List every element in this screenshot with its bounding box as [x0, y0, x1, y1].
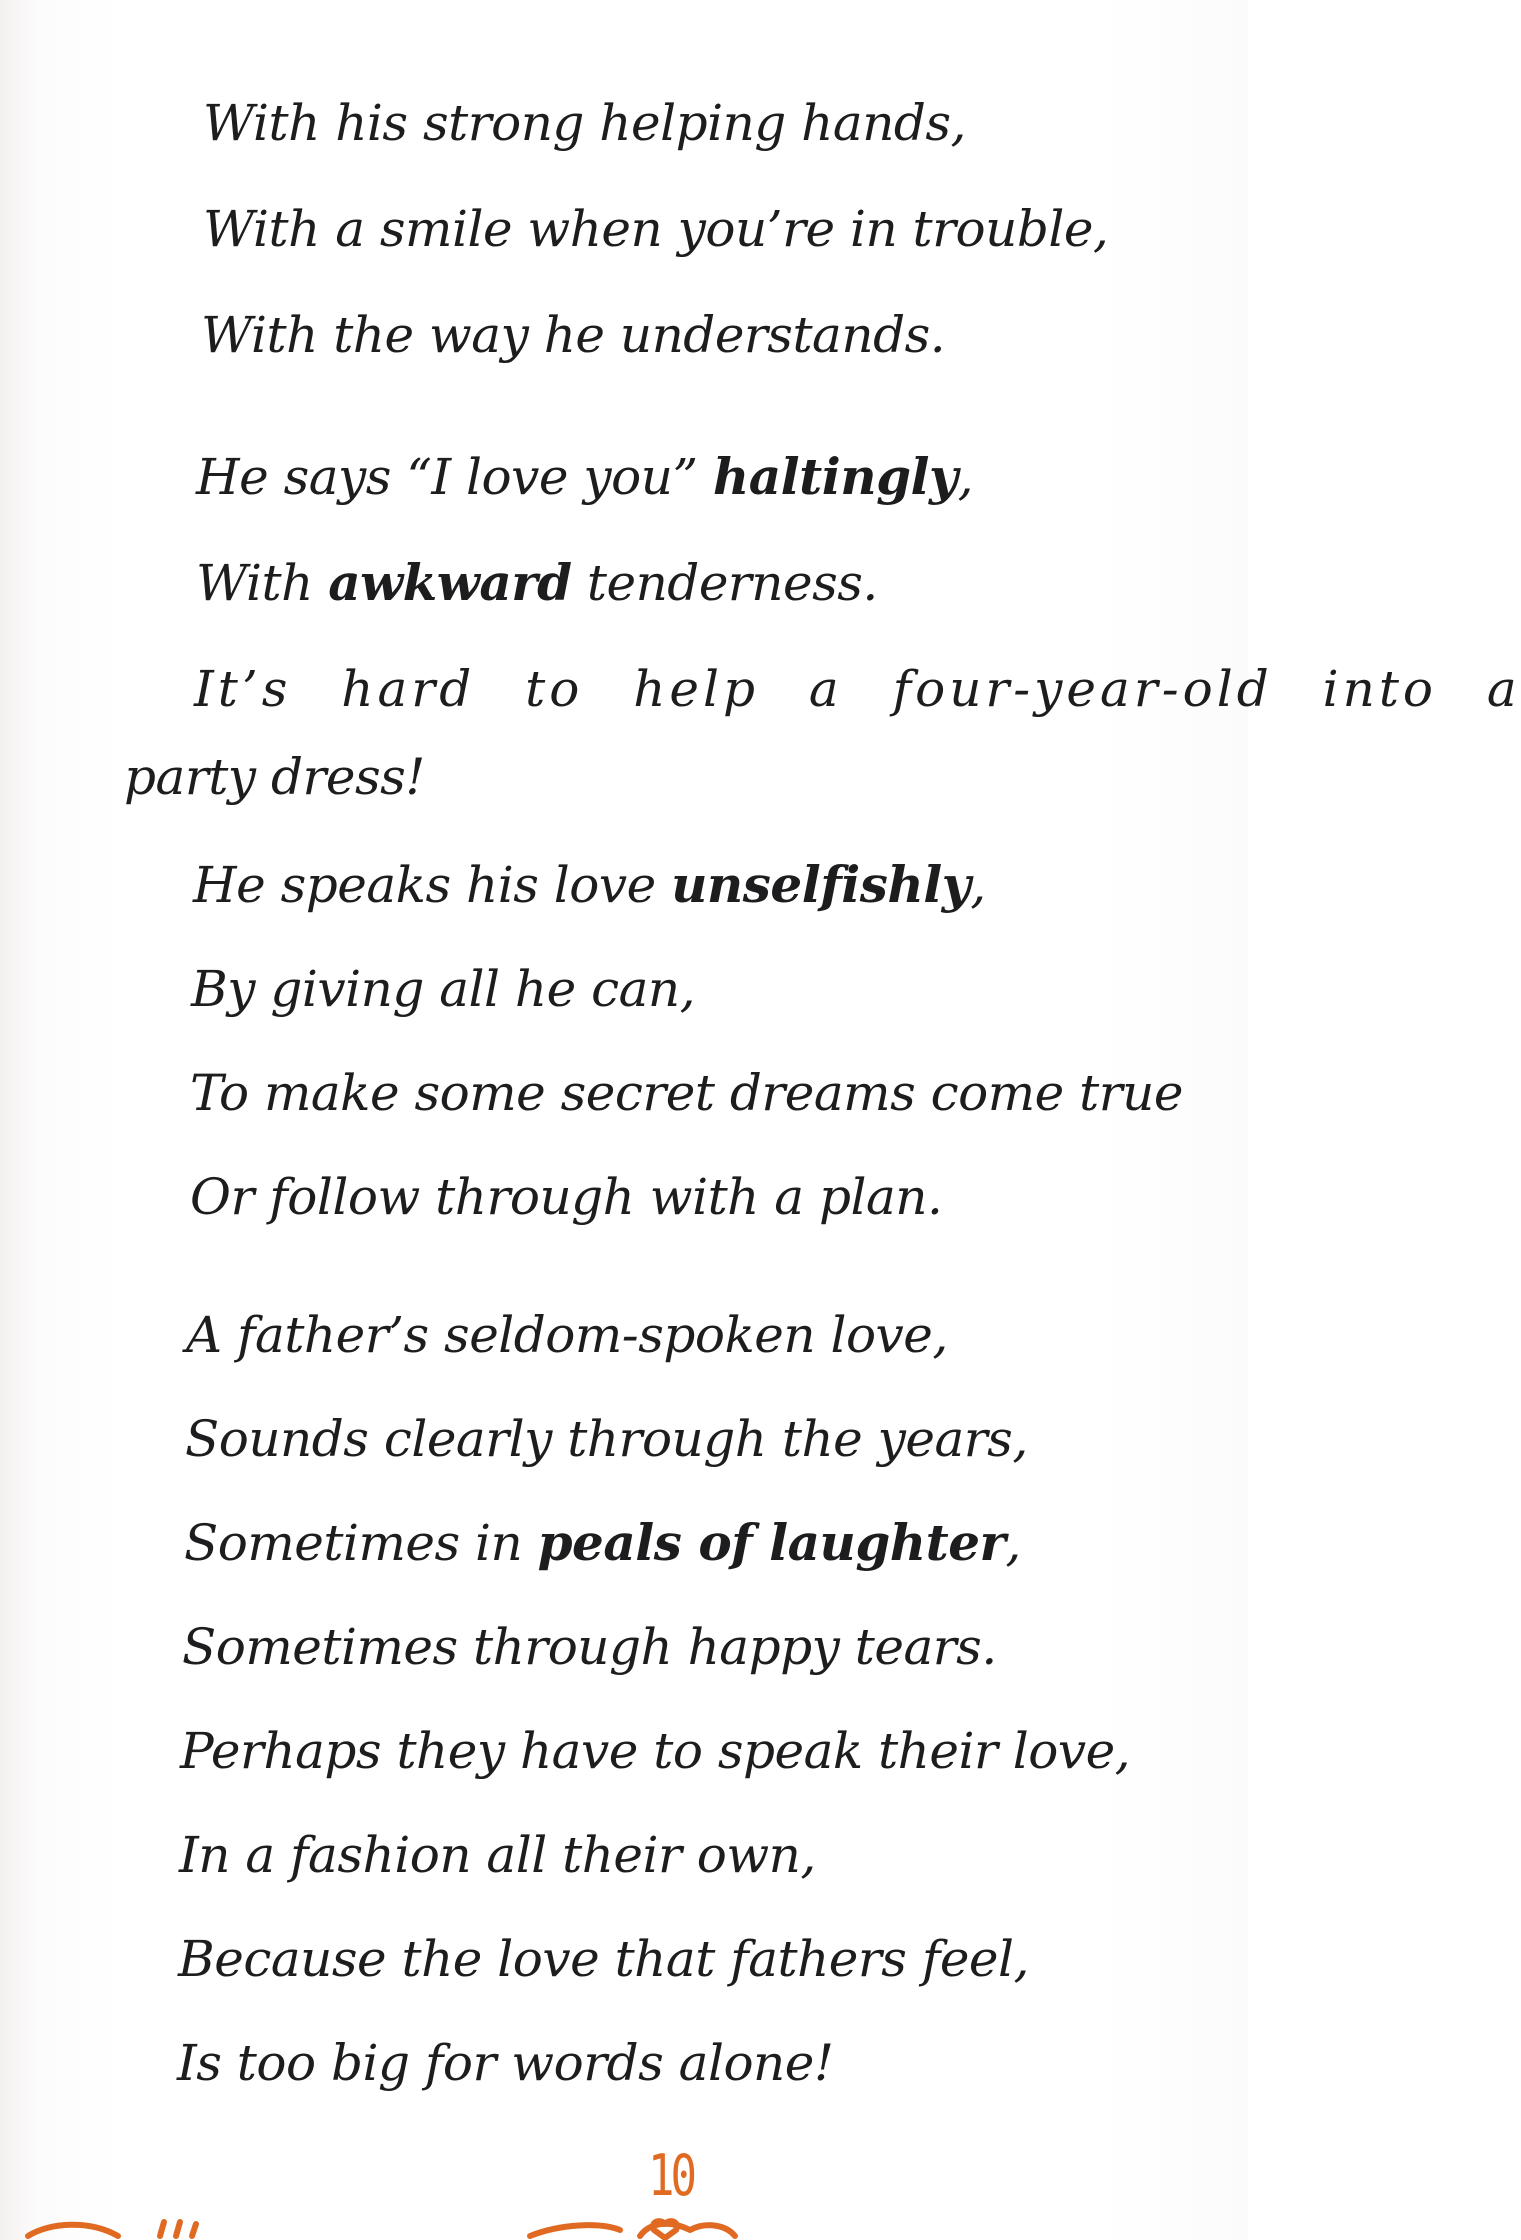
poem-line: With a smile when you’re in trouble, — [203, 200, 1109, 258]
poem-line — [193, 855, 986, 914]
poem-line: Perhaps they have to speak their love, — [180, 1722, 1131, 1780]
poem-emphasis: awkward — [328, 553, 572, 612]
poem-line — [184, 1513, 1021, 1572]
poem-emphasis: unselfishly — [671, 855, 971, 914]
poem-text: , — [1005, 1514, 1021, 1572]
poem-line: Sounds clearly through the years, — [185, 1410, 1028, 1468]
poem-text: He speaks his love — [193, 856, 672, 914]
poem-line: party dress! — [124, 748, 425, 806]
poem-line: Is too big for words alone! — [177, 2034, 834, 2092]
poem-line: Sometimes through happy tears. — [182, 1618, 997, 1676]
heart-doodle-icon — [0, 2200, 1248, 2240]
poem-line: Or follow through with a plan. — [190, 1168, 943, 1226]
poem-emphasis: peals of laughter — [537, 1513, 1006, 1572]
poem-emphasis: haltingly — [712, 447, 958, 506]
poem-text: With — [196, 554, 329, 612]
poem-text: , — [957, 448, 974, 506]
poem-line: By giving all he can, — [191, 960, 696, 1018]
poem-line: To make some secret dreams come true — [190, 1064, 1183, 1122]
poem-line — [196, 553, 878, 612]
page-number: 10 — [648, 2142, 693, 2210]
poem-text: , — [970, 856, 986, 914]
poem-text: He says “I love you” — [196, 448, 713, 506]
poem-line: A father’s seldom-spoken love, — [186, 1306, 948, 1364]
poem-line: Because the love that fathers feel, — [178, 1930, 1029, 1988]
poem-line — [196, 447, 974, 506]
poem-line: With his strong helping hands, — [203, 94, 966, 152]
poem-text: tenderness. — [571, 554, 878, 612]
poem-line: In a fashion all their own, — [179, 1826, 816, 1884]
poem-line: It’s hard to help a four-year-old into a — [194, 660, 1521, 718]
poem-text: Sometimes in — [184, 1514, 538, 1572]
poem-line: With the way he understands. — [201, 306, 946, 364]
